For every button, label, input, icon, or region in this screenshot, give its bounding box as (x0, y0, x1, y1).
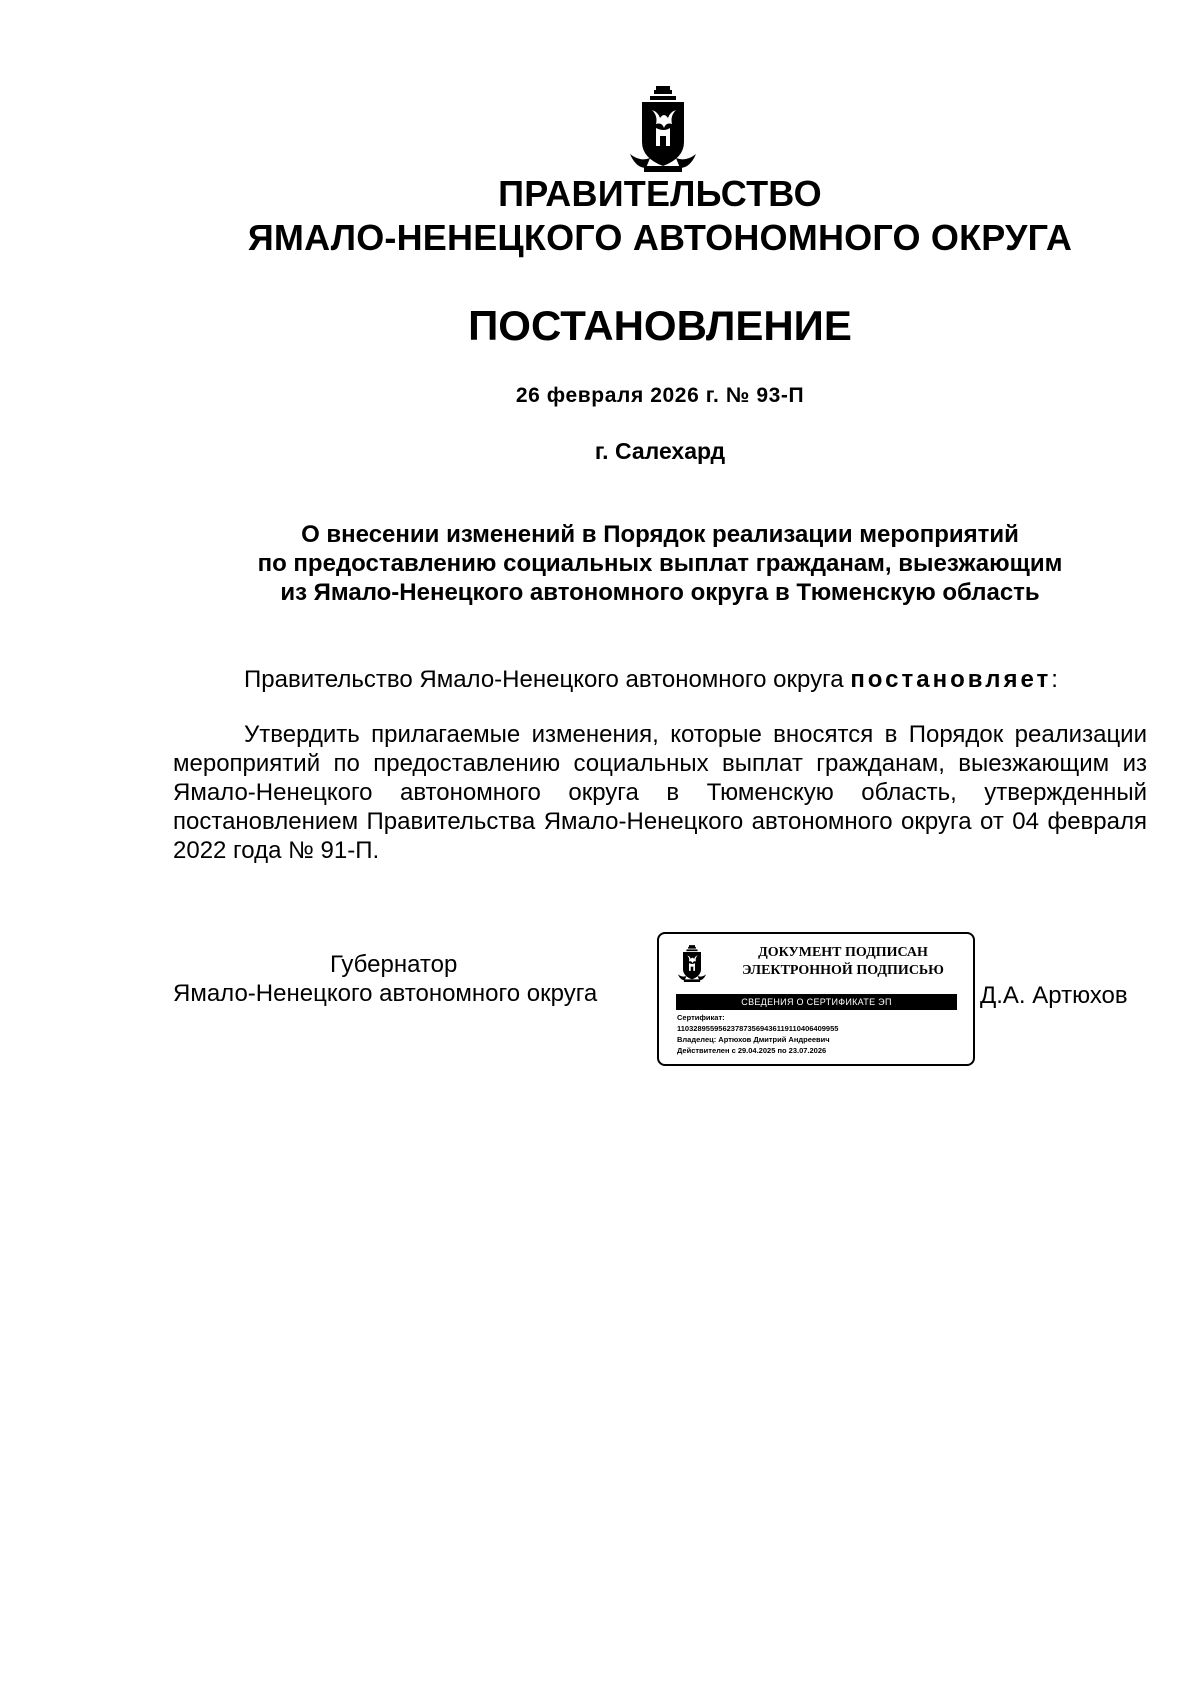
document-subject (0, 520, 1200, 607)
preamble (244, 665, 1058, 695)
stamp-heading (723, 944, 963, 980)
coat-of-arms-icon (628, 84, 698, 176)
body-paragraph: Утвердить прилагаемые изменения, которые вносятся в Порядок реализации мероприятий по предоставлению социальных выплат гражданам, выезжающим из Ямало-Ненецкого автономного округа в Тюменскую область, утвержденный постановлением Правительства Ямало-Ненецкого автономного округа от 04 февраля 2022 года № 91-П. (173, 721, 1147, 864)
organization-name-line-2: ЯМАЛО-НЕНЕЦКОГО АВТОНОМНОГО ОКРУГА (247, 217, 1073, 258)
preamble-text: Правительство Ямало-Ненецкого автономного округа (244, 666, 844, 693)
signatory-name: Д.А. Артюхов (980, 982, 1128, 1009)
signatory-title (173, 950, 597, 1008)
coat-of-arms-icon (677, 944, 707, 984)
signatory-title-line-2: Ямало-Ненецкого автономного округа (173, 980, 598, 1007)
stamp-heading-line-2: ЭЛЕКТРОННОЙ ПОДПИСЬЮ (742, 963, 944, 978)
preamble-keyword: постановляет (850, 666, 1052, 693)
subject-line: из Ямало-Ненецкого автономного округа в Тюменскую область (280, 579, 1040, 606)
date-and-number: 26 февраля 2026 г. № 93-П (515, 384, 805, 407)
preamble-colon: : (1051, 666, 1058, 693)
organization-name-line-1: ПРАВИТЕЛЬСТВО (498, 173, 822, 214)
subject-line: О внесении изменений в Порядок реализации мероприятий (301, 521, 1019, 548)
document-type-title: ПОСТАНОВЛЕНИЕ (468, 302, 852, 349)
electronic-signature-stamp (657, 932, 975, 1066)
certificate-owner: Владелец: Артюхов Дмитрий Андреевич (677, 1035, 830, 1044)
stamp-heading-line-1: ДОКУМЕНТ ПОДПИСАН (758, 945, 928, 960)
city: г. Салехард (594, 438, 726, 464)
certificate-details (677, 1012, 967, 1056)
subject-line: по предоставлению социальных выплат гражданам, выезжающим (257, 550, 1063, 577)
certificate-info-bar: СВЕДЕНИЯ О СЕРТИФИКАТЕ ЭП (676, 994, 957, 1010)
certificate-number: 110328955956237873569436119110406409955 (677, 1024, 839, 1033)
certificate-label: Сертификат: (677, 1013, 725, 1022)
certificate-validity: Действителен с 29.04.2025 по 23.07.2026 (677, 1046, 827, 1055)
signatory-title-line-1: Губернатор (330, 951, 458, 978)
